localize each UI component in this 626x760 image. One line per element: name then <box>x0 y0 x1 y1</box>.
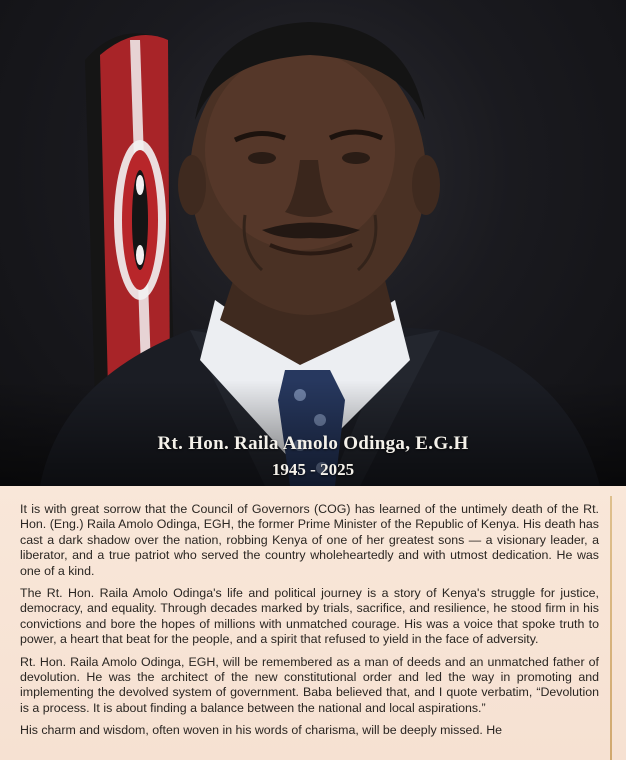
life-years: 1945 - 2025 <box>271 460 355 479</box>
paragraph-4: His charm and wisdom, often woven in his words of charisma, will be deeply missed. He <box>20 723 503 738</box>
portrait-caption <box>0 432 626 482</box>
face <box>178 22 440 315</box>
paragraph-2: The Rt. Hon. Raila Amolo Odinga's life and political journey is a story of Kenya's struggle for justice, democracy, and equality. Through decades marked by trials, sacrifice, and resilience, he stood firm in his convictions and bore the hopes of millions with unmatched courage. His was a voice that spoke truth to power, a heart that beat for the people, and a spirit that refused to yield in the face of adversity. <box>20 586 599 647</box>
tribute-text-section <box>0 486 626 760</box>
tribute-paragraphs <box>20 502 599 746</box>
honoree-name: Rt. Hon. Raila Amolo Odinga, E.G.H <box>157 433 469 454</box>
paragraph-3: Rt. Hon. Raila Amolo Odinga, EGH, will be remembered as a man of deeds and an unmatched father of devolution. He was the architect of the new constitutional order and led the way in promoting and implementing the devolved system of government. Baba believed that, and I quote verbatim, “Devolution is a process. It is about finding a balance between the national and local aspirations.” <box>20 654 599 715</box>
paragraph-1: It is with great sorrow that the Council of Governors (COG) has learned of the untimely death of the Rt. Hon. (Eng.) Raila Amolo Odinga, EGH, the former Prime Minister of the Republic of Kenya. His death has cast a dark shadow over the nation, robbing Kenya of one of her greatest sons — a visionary leader, a liberator, and a true patriot who served the country wholeheartedly and with utmost dedication. He was one of a kind. <box>20 502 599 578</box>
page-edge-line <box>610 496 612 760</box>
